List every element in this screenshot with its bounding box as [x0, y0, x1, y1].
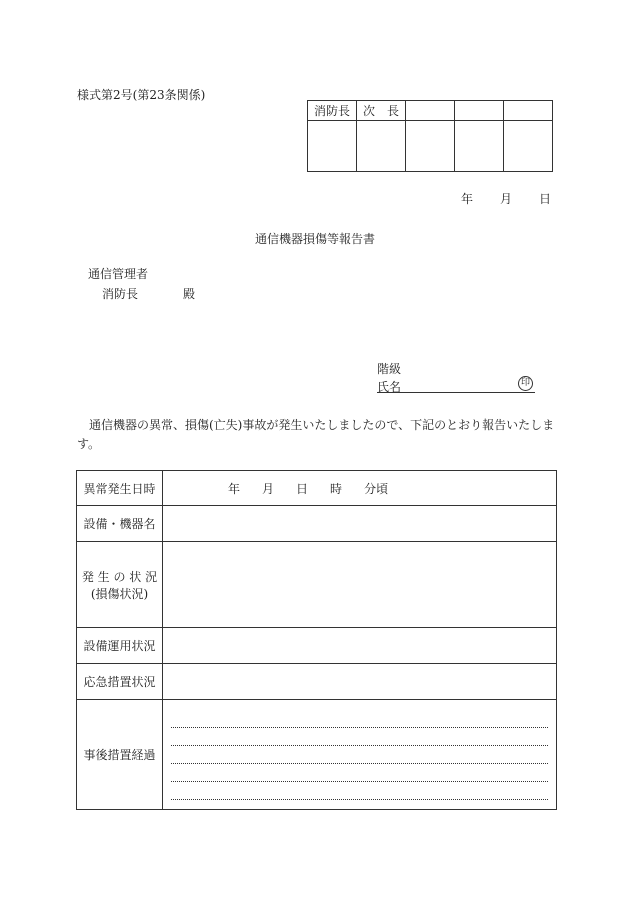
occurrence-datetime-field[interactable]: [163, 471, 557, 506]
followup-label: 事後措置経過: [77, 700, 163, 810]
addressee-line1: 通信管理者: [88, 267, 149, 281]
report-body-text: 通信機器の異常、損傷(亡失)事故が発生いたしましたので、下記のとおり報告いたします。: [77, 418, 555, 451]
approval-header-blank: [406, 101, 455, 121]
followup-dotted-line: [171, 728, 548, 746]
approval-stamp-table: [307, 100, 553, 172]
date-day: 日: [538, 192, 551, 206]
approval-stamp-cell[interactable]: [406, 121, 455, 172]
situation-label-main: 発 生 の 状 況: [81, 569, 158, 584]
approval-header-blank: [504, 101, 553, 121]
equipment-name-field[interactable]: [163, 506, 557, 542]
time-year: 年: [228, 481, 241, 496]
followup-dotted-line: [171, 764, 548, 782]
equipment-name-label: 設備・機器名: [77, 506, 163, 542]
date-month: 月: [499, 192, 512, 206]
approval-header-deputy: 次 長: [357, 101, 406, 121]
emergency-measures-label: 応急措置状況: [77, 664, 163, 700]
followup-dotted-line: [171, 746, 548, 764]
approval-stamp-cell[interactable]: [504, 121, 553, 172]
followup-dotted-line: [171, 710, 548, 728]
time-minute: 分頃: [364, 481, 389, 496]
approval-stamp-cell[interactable]: [308, 121, 357, 172]
date-year: 年: [461, 192, 474, 206]
operation-status-field[interactable]: [163, 628, 557, 664]
seal-icon: 印: [518, 376, 533, 391]
emergency-measures-field[interactable]: [163, 664, 557, 700]
occurrence-datetime-label: 異常発生日時: [77, 471, 163, 506]
time-month: 月: [262, 481, 275, 496]
approval-stamp-cell[interactable]: [455, 121, 504, 172]
approval-header-chief: 消防長: [308, 101, 357, 121]
situation-label: [77, 542, 163, 628]
report-date: [461, 190, 551, 207]
sender-rank-label: 階級: [377, 362, 402, 376]
time-day: 日: [296, 481, 309, 496]
document-title: 通信機器損傷等報告書: [254, 232, 375, 246]
sender-name-label: 氏名: [377, 380, 402, 394]
approval-header-blank: [455, 101, 504, 121]
time-hour: 時: [330, 481, 343, 496]
followup-dotted-line: [171, 782, 548, 800]
addressee-line2: 消防長: [102, 287, 139, 301]
situation-label-sub: (損傷状況): [90, 586, 149, 601]
report-table: [76, 470, 557, 810]
followup-field[interactable]: [163, 700, 557, 810]
sender-name-field[interactable]: [377, 392, 535, 393]
operation-status-label: 設備運用状況: [77, 628, 163, 664]
addressee-honorific: 殿: [183, 287, 196, 301]
approval-stamp-cell[interactable]: [357, 121, 406, 172]
form-label: 様式第2号(第23条関係): [77, 88, 206, 102]
situation-field[interactable]: [163, 542, 557, 628]
